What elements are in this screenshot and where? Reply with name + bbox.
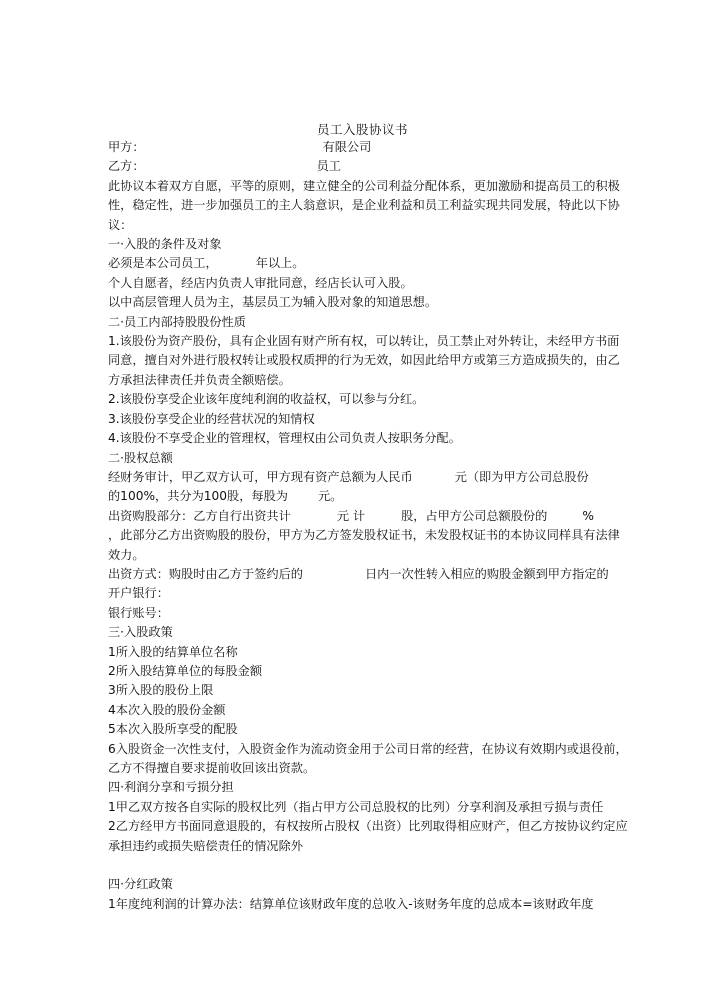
section-5-heading: 四·利润分享和亏损分担 [108,780,234,795]
section-5-item-1: 1甲乙双方按各自实际的股权比列（指占甲方公司总股权的比列）分享利润及承担亏损与责任 [108,799,604,814]
section-2-item-1: 1.该股份为资产股份，具有企业固有财产所有权，可以转让，员工禁止对外转让，未经甲方书面同意，擅自对外进行股权转让或股权质押的行为无效，如因此给甲方或第三方造成损失的，由乙方承担法律责任并负责全额赔偿。 [108,334,620,387]
intro-paragraph: 此协议本着双方自愿，平等的原则，建立健全的公司利益分配体系，更加激励和提高员工的积极性，稳定性，进一步加强员工的主人翁意识，是企业利益和员工利益实现共同发展，特此以下协议： [108,178,620,232]
section-2-item-2: 2.该股份享受企业该年度纯利润的收益权，可以参与分红。 [108,392,425,407]
party-a-company: 有限公司 [322,140,372,154]
s3-l5-text-a: 出资方式：购股时由乙方于签约后的 [108,566,303,581]
party-a-label: 甲方： [108,140,145,154]
s3-l1-text-a: 经财务审计，甲乙双方认可，甲方现有资产总额为人民币 [108,469,413,484]
s3-l2-text-b: 元。 [317,489,343,504]
s3-l1-text-b: 元（即为甲方公司总股份 [454,469,589,484]
section-1-line-3: 以中高层管理人员为主，基层员工为辅入股对象的知道思想。 [108,295,438,310]
section-3-line-7: 银行账号： [108,605,169,620]
section-3-line-2 [108,487,628,506]
s3-l3-text-b: 元 计 [336,508,366,523]
section-4-item-6: 6入股资金一次性支付，入股资金作为流动资金用于公司日常的经营，在协议有效期内或退役前，乙方不得擅自要求提前收回该出资款。 [108,741,628,775]
section-3-line-5 [108,565,628,584]
section-2-item-3: 3.该股份享受企业的经营状况的知情权 [108,411,315,426]
party-b-role: 员工 [316,159,341,174]
section-4-heading: 三·入股政策 [108,625,173,640]
document-title: 员工入股协议书 [316,122,408,137]
section-3-line-6: 开户银行： [108,586,169,601]
s3-l3-text-d: % [582,508,594,523]
section-2-heading: 二·员工内部持股股份性质 [108,314,246,329]
party-a-line [108,138,628,157]
section-2-item-4: 4.该股份不享受企业的管理权，管理权由公司负责人按职务分配。 [108,431,461,446]
section-3-paragraph-4: ，此部分乙方出资购股的股份，甲方为乙方签发股权证书，未发股权证书的本协议同样具有法律效力。 [108,528,620,562]
section-6-item-1: 1年度纯利润的计算办法：结算单位该财政年度的总收入-该财务年度的总成本=该财政年度 [108,896,594,911]
section-5-item-2: 2乙方经甲方书面同意退股的，有权按所占股权（出资）比列取得相应财产，但乙方按协议约定应承担违约或损失赔偿责任的情况除外 [108,819,628,853]
s3-l5-text-b: 日内一次性转入相应的购股金额到甲方指定的 [365,566,609,581]
s3-l3-text-c: 股，占甲方公司总额股份的 [401,508,548,523]
s3-l2-text-a: 的100%，共分为100股，每股为 [108,489,288,504]
section-1-line-2: 个人自愿者，经店内负责人审批同意，经店长认可入股。 [108,275,413,290]
section-4-item-1: 1所入股的结算单位名称 [108,644,238,659]
section-4-item-3: 3所入股的股份上限 [108,683,214,698]
party-b-line [108,157,628,176]
s1-l1-text-b: 年以上。 [255,256,305,271]
party-b-label: 乙方： [108,159,145,174]
section-3-line-3 [108,507,628,526]
s3-l3-text-a: 出资购股部分：乙方自行出资共计 [108,508,291,523]
section-3-line-1 [108,468,628,487]
section-4-item-2: 2所入股结算单位的每股金额 [108,663,263,678]
blank-line [108,856,628,875]
section-1-heading: 一·入股的条件及对象 [108,237,222,252]
section-4-item-4: 4本次入股的股份金额 [108,702,226,717]
s1-l1-text-a: 必须是本公司员工， [108,256,218,271]
section-6-heading: 四·分红政策 [108,877,173,892]
section-1-line-1 [108,254,628,273]
document-body [108,138,628,914]
section-4-item-5: 5本次入股所享受的配股 [108,722,238,737]
section-3-heading: 二·股权总额 [108,450,173,465]
